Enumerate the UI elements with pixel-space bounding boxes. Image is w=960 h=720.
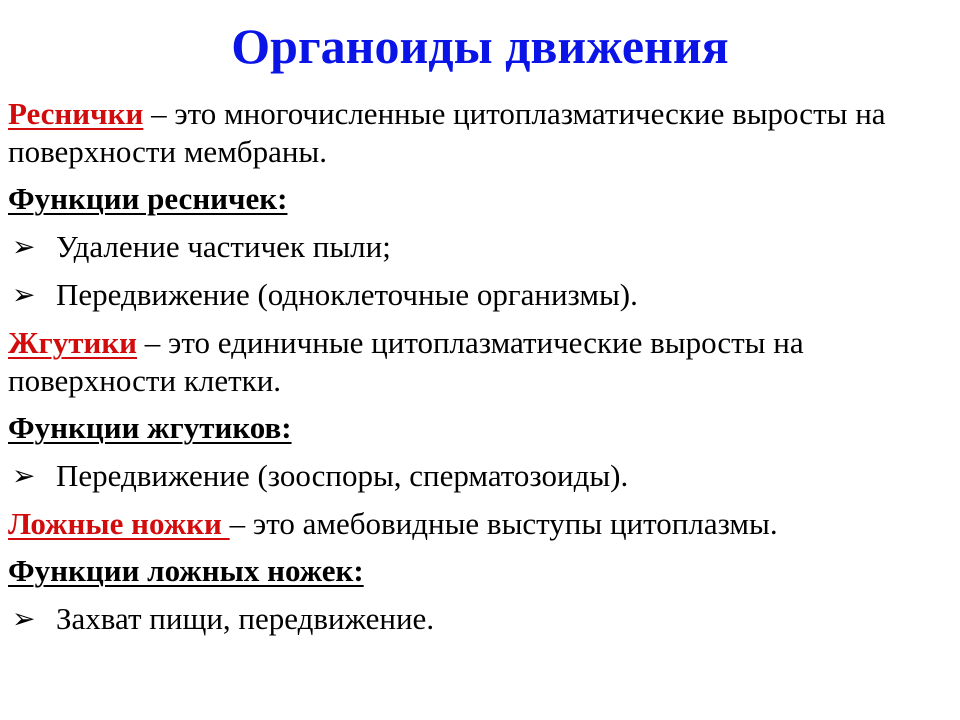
flagella-functions-heading: Функции жгутиков: <box>8 410 292 445</box>
list-item-text: Удаление частичек пыли; <box>56 229 391 264</box>
list-item <box>8 228 953 266</box>
pseudopodia-definition <box>8 505 953 543</box>
pseudopodia-functions-heading: Функции ложных ножек: <box>8 553 364 588</box>
slide-content <box>8 95 953 648</box>
flagella-term: Жгутики <box>8 325 138 360</box>
cilia-functions-heading: Функции ресничек: <box>8 181 288 216</box>
cilia-definition <box>8 95 953 171</box>
flagella-definition <box>8 324 953 400</box>
flagella-definition-text: – это единичные цитоплазматические выросты на поверхности клетки. <box>8 325 804 398</box>
pseudopodia-definition-text: – это амебовидные выступы цитоплазмы. <box>229 506 778 541</box>
list-item-text: Захват пищи, передвижение. <box>56 601 435 636</box>
pseudopodia-term: Ложные ножки <box>8 506 230 541</box>
list-item <box>8 600 953 638</box>
cilia-definition-text: – это многочисленные цитоплазматические выросты на поверхности мембраны. <box>8 96 886 169</box>
cilia-term: Реснички <box>8 96 144 131</box>
arrow-bullet-icon: ➢ <box>12 278 36 311</box>
list-item <box>8 457 953 495</box>
arrow-bullet-icon: ➢ <box>12 602 36 635</box>
list-item-text: Передвижение (одноклеточные организмы). <box>56 277 638 312</box>
slide-title: Органоиды движения <box>231 18 729 74</box>
arrow-bullet-icon: ➢ <box>12 459 36 492</box>
arrow-bullet-icon: ➢ <box>12 230 36 263</box>
list-item-text: Передвижение (зооспоры, сперматозоиды). <box>56 458 629 493</box>
list-item <box>8 276 953 314</box>
